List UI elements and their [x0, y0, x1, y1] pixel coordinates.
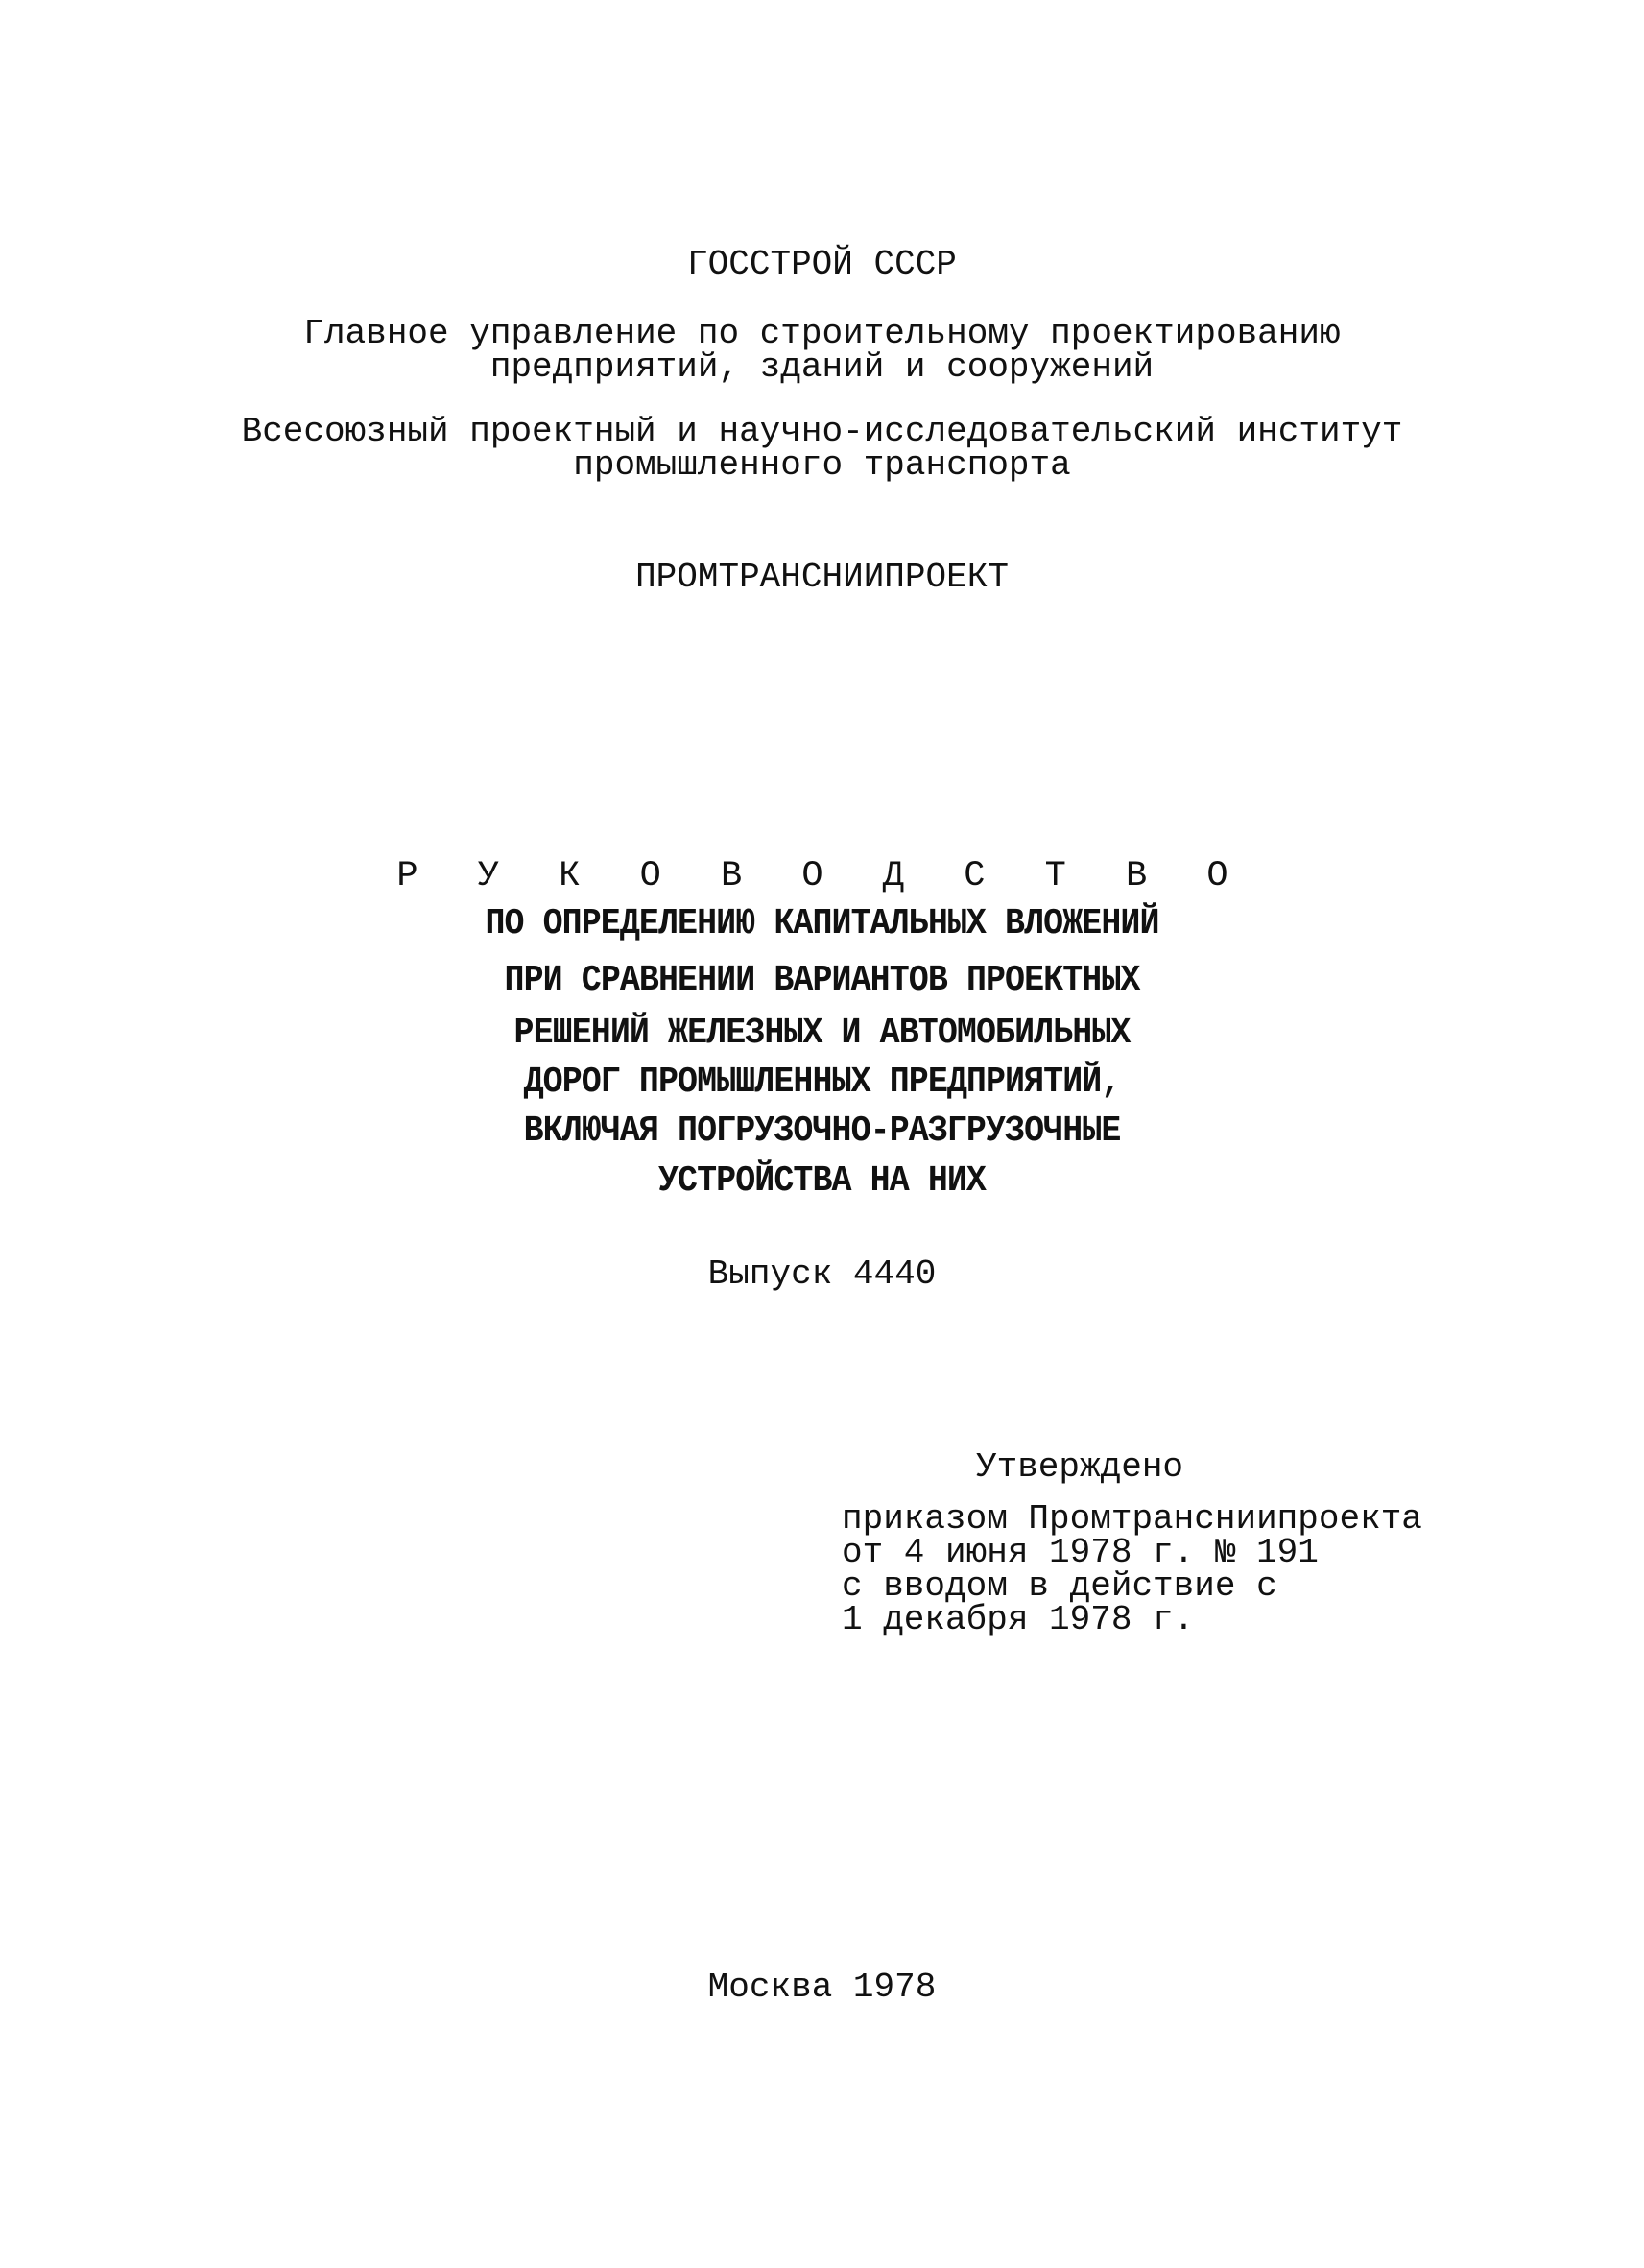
approval-line-2: от 4 июня 1978 г. № 191: [842, 1533, 1319, 1572]
title-line-2: ПРИ СРАВНЕНИИ ВАРИАНТОВ ПРОЕКТНЫХ: [504, 960, 1140, 1001]
institute-short-name: ПРОМТРАНСНИИПРОЕКТ: [635, 558, 1009, 597]
institute-line-1: Всесоюзный проектный и научно-исследовательский институт: [241, 412, 1403, 451]
directorate-line-2: предприятий, зданий и сооружений: [489, 347, 1155, 387]
directorate-line-1: Главное управление по строительному проектированию: [303, 314, 1341, 353]
title-line-4: ДОРОГ ПРОМЫШЛЕННЫХ ПРЕДПРИЯТИЙ,: [523, 1062, 1121, 1103]
approval-line-1: приказом Промтрансниипроекта: [842, 1499, 1422, 1539]
issue-number: Выпуск 4440: [707, 1254, 937, 1294]
approval-line-3: с вводом в действие с: [842, 1566, 1277, 1606]
title-line-1: ПО ОПРЕДЕЛЕНИЮ КАПИТАЛЬНЫХ ВЛОЖЕНИЙ: [485, 903, 1159, 944]
agency-name: ГОССТРОЙ СССР: [687, 245, 957, 284]
document-heading: Р У К О В О Д С Т В О: [396, 856, 1248, 896]
approval-label: Утверждено: [976, 1447, 1184, 1487]
title-line-6: УСТРОЙСТВА НА НИХ: [657, 1160, 987, 1202]
title-line-3: РЕШЕНИЙ ЖЕЛЕЗНЫХ И АВТОМОБИЛЬНЫХ: [513, 1013, 1131, 1054]
institute-line-2: промышленного транспорта: [573, 445, 1071, 485]
place-and-year: Москва 1978: [707, 1968, 937, 2007]
approval-line-4: 1 декабря 1978 г.: [842, 1600, 1195, 1639]
title-line-5: ВКЛЮЧАЯ ПОГРУЗОЧНО-РАЗГРУЗОЧНЫЕ: [523, 1110, 1121, 1152]
